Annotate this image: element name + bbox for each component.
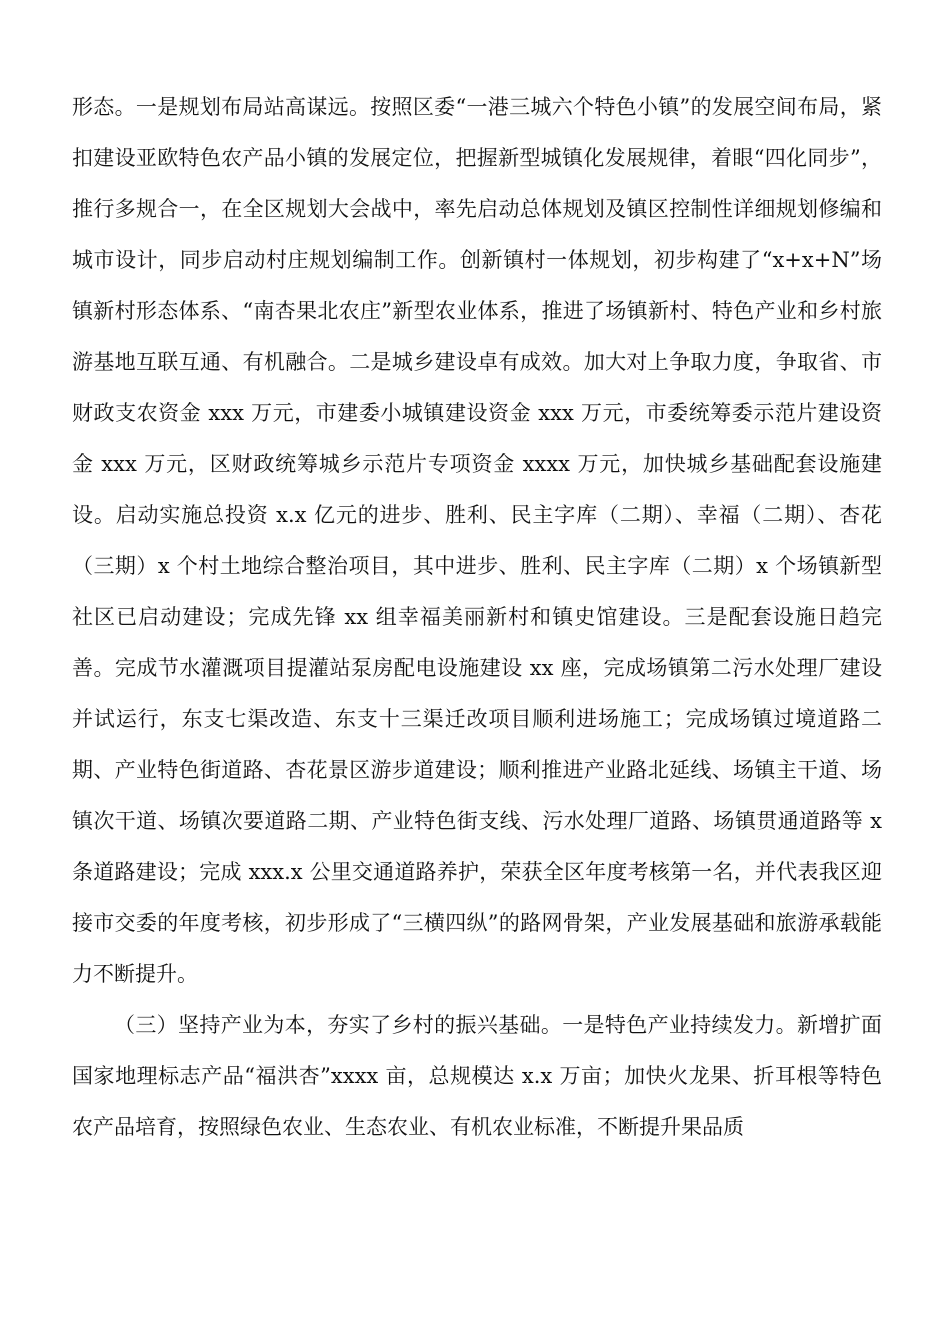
- document-page: [72, 82, 882, 1153]
- body-paragraph-1: 形态。一是规划布局站高谋远。按照区委“一港三城六个特色小镇”的发展空间布局，紧扣建设亚欧特色农产品小镇的发展定位，把握新型城镇化发展规律，着眼“四化同步”，推行多规合一，在全区规划大会战中，率先启动总体规划及镇区控制性详细规划修编和城市设计，同步启动村庄规划编制工作。创新镇村一体规划，初步构建了“x+x+N”场镇新村形态体系、“南杏果北农庄”新型农业体系，推进了场镇新村、特色产业和乡村旅游基地互联互通、有机融合。二是城乡建设卓有成效。加大对上争取力度，争取省、市财政支农资金 xxx 万元，市建委小城镇建设资金 xxx 万元，市委统筹委示范片建设资金 xxx 万元，区财政统筹城乡示范片专项资金 xxxx 万元，加快城乡基础配套设施建设。启动实施总投资 x.x 亿元的进步、胜利、民主字库（二期）、幸福（二期）、杏花（三期）x 个村土地综合整治项目，其中进步、胜利、民主字库（二期）x 个场镇新型社区已启动建设；完成先锋 xx 组幸福美丽新村和镇史馆建设。三是配套设施日趋完善。完成节水灌溉项目提灌站泵房配电设施建设 xx 座，完成场镇第二污水处理厂建设并试运行，东支七渠改造、东支十三渠迁改项目顺利进场施工；完成场镇过境道路二期、产业特色街道路、杏花景区游步道建设；顺利推进产业路北延线、场镇主干道、场镇次干道、场镇次要道路二期、产业特色街支线、污水处理厂道路、场镇贯通道路等 x 条道路建设；完成 xxx.x 公里交通道路养护，荣获全区年度考核第一名，并代表我区迎接市交委的年度考核，初步形成了“三横四纵”的路网骨架，产业发展基础和旅游承载能力不断提升。: [72, 95, 882, 986]
- body-paragraph-2: （三）坚持产业为本，夯实了乡村的振兴基础。一是特色产业持续发力。新增扩面国家地理标志产品“福洪杏”xxxx 亩，总规模达 x.x 万亩；加快火龙果、折耳根等特色农产品培育，按照绿色农业、生态农业、有机农业标准，不断提升果品质: [72, 1013, 882, 1139]
